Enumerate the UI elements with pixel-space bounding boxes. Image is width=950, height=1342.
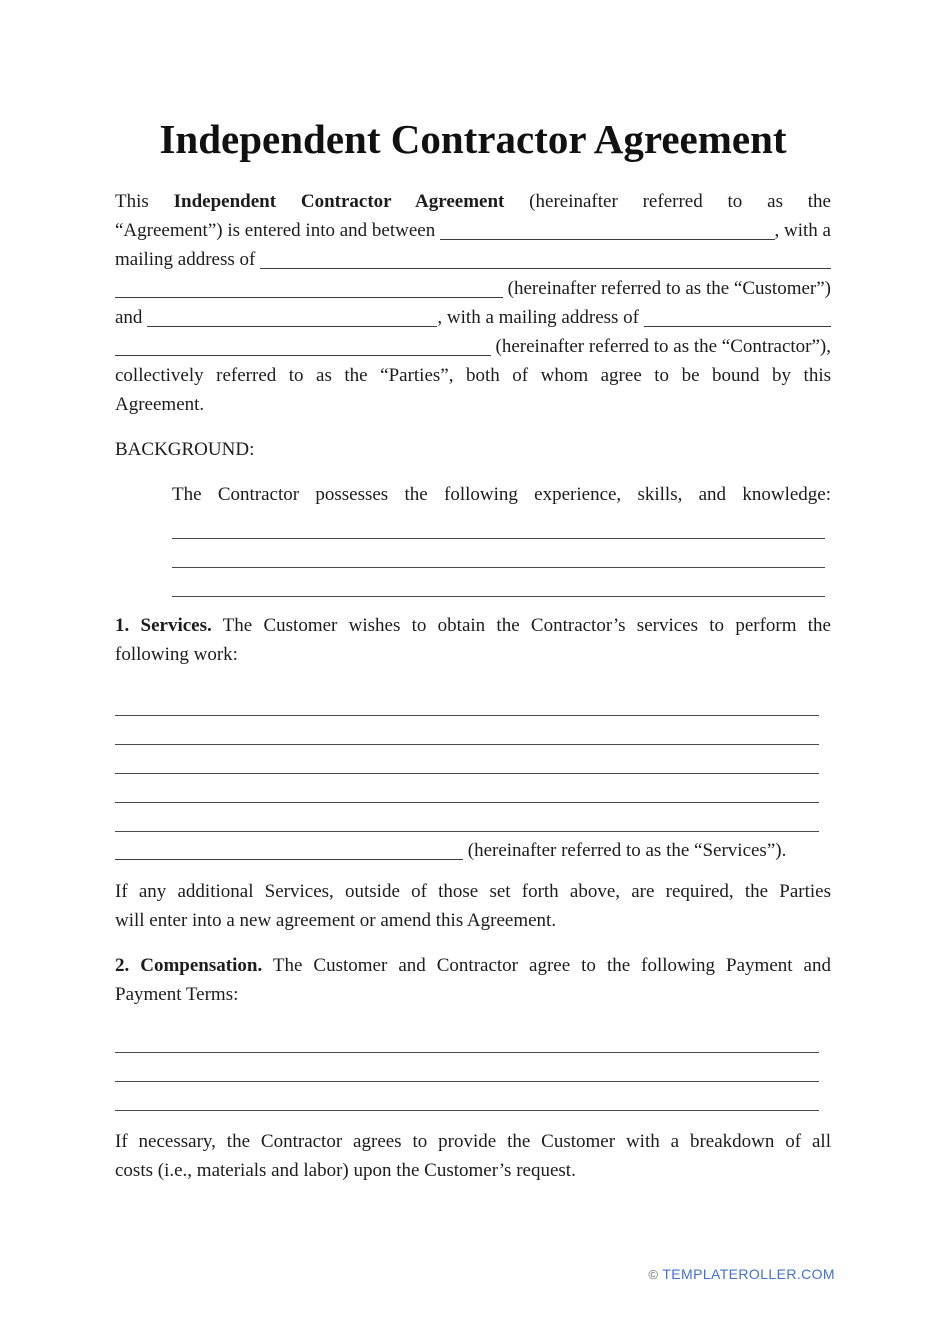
text: (hereinafter referred to as the “Contractor”), (490, 336, 831, 357)
text: The Customer wishes to obtain the Contractor’s services to perform the (211, 615, 831, 636)
text: If necessary, the Contractor agrees to provide the Customer with a breakdown of all (115, 1131, 831, 1152)
text-line (115, 611, 831, 640)
blank-line-rule (172, 596, 825, 597)
text-line (115, 836, 831, 865)
text-line (115, 951, 831, 980)
text: Payment Terms: (115, 984, 239, 1005)
text-line (115, 1156, 831, 1185)
text: This (115, 191, 174, 212)
fill-in-blank (440, 239, 775, 240)
document-title: Independent Contractor Agreement (159, 116, 787, 162)
text-line (115, 245, 831, 274)
text-line (115, 187, 831, 216)
text-line (115, 435, 831, 464)
text-line (115, 877, 831, 906)
text-line (115, 640, 831, 669)
text: BACKGROUND: (115, 439, 255, 460)
paragraph (115, 480, 831, 509)
text-line (115, 274, 831, 303)
blank-line (115, 1086, 831, 1115)
text: “Agreement”) is entered into and between (115, 220, 440, 241)
paragraph (115, 187, 831, 419)
text: If any additional Services, outside of those set forth above, are required, the Parties (115, 881, 831, 902)
blank-lines-group (115, 1028, 831, 1115)
blank-lines-group (115, 514, 831, 601)
blank-line (115, 572, 831, 601)
text-line (115, 980, 831, 1009)
text-line (115, 216, 831, 245)
blank-line (115, 720, 831, 749)
text: Agreement. (115, 394, 205, 415)
blank-line (115, 543, 831, 572)
text: collectively referred to as the “Parties”, both of whom agree to be bound by this (115, 365, 831, 386)
footer (648, 1266, 835, 1282)
blank-lines-group (115, 691, 831, 836)
paragraph (115, 836, 831, 865)
paragraph (115, 435, 831, 464)
text: , with a mailing address of (437, 307, 644, 328)
paragraph (115, 1127, 831, 1185)
paragraph (115, 877, 831, 935)
blank-line-rule (115, 1081, 819, 1082)
text: The Contractor possesses the following experience, skills, and knowledge: (172, 484, 831, 505)
blank-line (115, 1028, 831, 1057)
fill-in-blank (115, 355, 491, 356)
document-body (115, 187, 831, 1185)
bold-text: Independent Contractor Agreement (173, 191, 505, 212)
blank-line (115, 778, 831, 807)
bold-text: 1. Services. (115, 615, 212, 636)
fill-in-blank (260, 268, 831, 269)
text: , with a (774, 220, 831, 241)
text: will enter into a new agreement or amend this Agreement. (115, 910, 557, 931)
blank-line-rule (172, 567, 825, 568)
text-line (115, 480, 831, 509)
paragraph (115, 951, 831, 1009)
blank-line-rule (115, 715, 819, 716)
text: and (115, 307, 148, 328)
text: following work: (115, 644, 238, 665)
blank-line-rule (115, 802, 819, 803)
text-line (115, 1127, 831, 1156)
blank-line-rule (115, 773, 819, 774)
text-line (115, 906, 831, 935)
text-line (115, 361, 831, 390)
blank-line-rule (172, 538, 825, 539)
text: (hereinafter referred to as the “Customer”) (502, 278, 831, 299)
text: mailing address of (115, 249, 261, 270)
templateroller-link[interactable]: TEMPLATEROLLER.COM (662, 1266, 835, 1282)
fill-in-blank (115, 859, 463, 860)
blank-line-rule (115, 831, 819, 832)
text: The Customer and Contractor agree to the following Payment and (262, 955, 831, 976)
fill-in-blank (115, 297, 503, 298)
blank-line-rule (115, 1110, 819, 1111)
fill-in-blank (147, 326, 437, 327)
text: (hereinafter referred to as the “Services”). (463, 840, 787, 861)
blank-line (115, 1057, 831, 1086)
fill-in-blank (644, 326, 831, 327)
text-line (115, 303, 831, 332)
text-line (115, 390, 831, 419)
blank-line (115, 691, 831, 720)
text: costs (i.e., materials and labor) upon the Customer’s request. (115, 1160, 576, 1181)
copyright-symbol: © (648, 1267, 659, 1282)
blank-line-rule (115, 744, 819, 745)
blank-line-rule (115, 1052, 819, 1053)
blank-line (115, 749, 831, 778)
text-line (115, 332, 831, 361)
paragraph (115, 611, 831, 669)
blank-line (115, 807, 831, 836)
bold-text: 2. Compensation. (115, 955, 263, 976)
blank-line (115, 514, 831, 543)
text: (hereinafter referred to as the (504, 191, 831, 212)
